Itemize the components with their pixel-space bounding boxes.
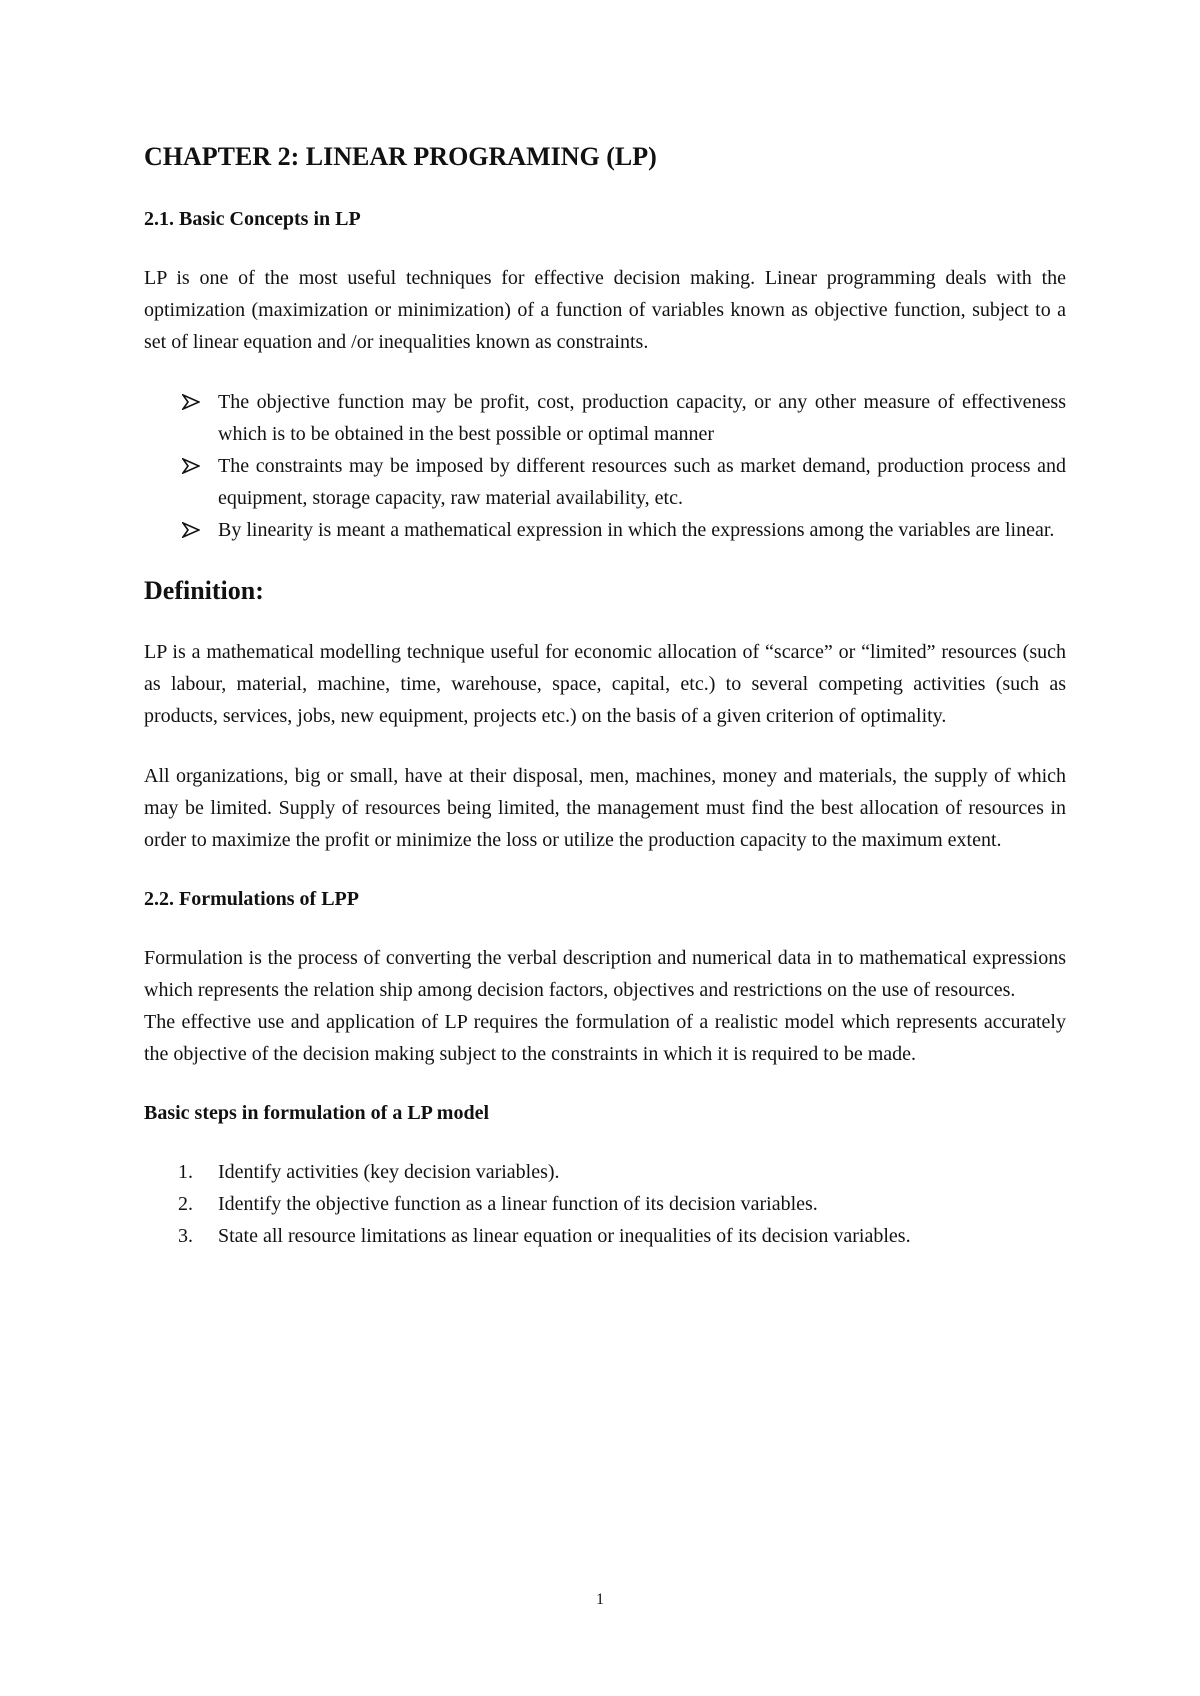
step-item <box>178 1156 1066 1188</box>
steps-heading: Basic steps in formulation of a LP model <box>144 1102 490 1124</box>
bullet-text: By linearity is meant a mathematical expression in which the expressions among the variables are linear. <box>218 519 1055 541</box>
bullet-item <box>218 450 1066 514</box>
page-number: 1 <box>596 1591 604 1608</box>
bullet-text: The objective function may be profit, cost, production capacity, or any other measure of effectiveness which is to be obtained in the best possible or optimal manner <box>218 391 1066 445</box>
concept-bullet-list <box>144 386 1066 546</box>
step-number: 3. <box>178 1225 193 1247</box>
arrowhead-bullet-icon <box>182 450 204 482</box>
step-number: 2. <box>178 1193 193 1215</box>
steps-list <box>144 1156 1066 1252</box>
step-text: Identify activities (key decision variables). <box>218 1161 560 1183</box>
step-item <box>178 1188 1066 1220</box>
formulation-paragraph: Formulation is the process of converting the verbal description and numerical data in to mathematical expressions which represents the relation ship among decision factors, objectives and restrictions on the use of resources. <box>144 947 1066 1001</box>
arrowhead-bullet-icon <box>182 386 204 418</box>
step-text: State all resource limitations as linear equation or inequalities of its decision variables. <box>218 1225 911 1247</box>
organizations-paragraph: All organizations, big or small, have at their disposal, men, machines, money and materials, the supply of which may be limited. Supply of resources being limited, the management must find the best allocation of resources in order to maximize the profit or minimize the loss or utilize the production capacity to the maximum extent. <box>144 765 1066 851</box>
arrowhead-bullet-icon <box>182 514 204 546</box>
bullet-item <box>218 514 1066 546</box>
step-text: Identify the objective function as a linear function of its decision variables. <box>218 1193 818 1215</box>
step-item <box>178 1220 1066 1252</box>
effective-use-paragraph: The effective use and application of LP requires the formulation of a realistic model which represents accurately the objective of the decision making subject to the constraints in which it is required to be made. <box>144 1011 1066 1065</box>
section-heading-2-1: 2.1. Basic Concepts in LP <box>144 208 361 230</box>
chapter-title: CHAPTER 2: LINEAR PROGRAMING (LP) <box>144 142 657 171</box>
bullet-item <box>218 386 1066 450</box>
bullet-text: The constraints may be imposed by different resources such as market demand, production process and equipment, storage capacity, raw material availability, etc. <box>218 455 1066 509</box>
definition-heading: Definition: <box>144 576 264 605</box>
step-number: 1. <box>178 1161 193 1183</box>
section-heading-2-2: 2.2. Formulations of LPP <box>144 888 359 910</box>
page-content <box>144 140 1066 1252</box>
definition-paragraph: LP is a mathematical modelling technique useful for economic allocation of “scarce” or “limited” resources (such as labour, material, machine, time, warehouse, space, capital, etc.) to several competing activities (such as products, services, jobs, new equipment, projects etc.) on the basis of a given criterion of optimality. <box>144 641 1066 727</box>
intro-paragraph: LP is one of the most useful techniques for effective decision making. Linear programming deals with the optimization (maximization or minimization) of a function of variables known as objective function, subject to a set of linear equation and /or inequalities known as constraints. <box>144 267 1066 353</box>
